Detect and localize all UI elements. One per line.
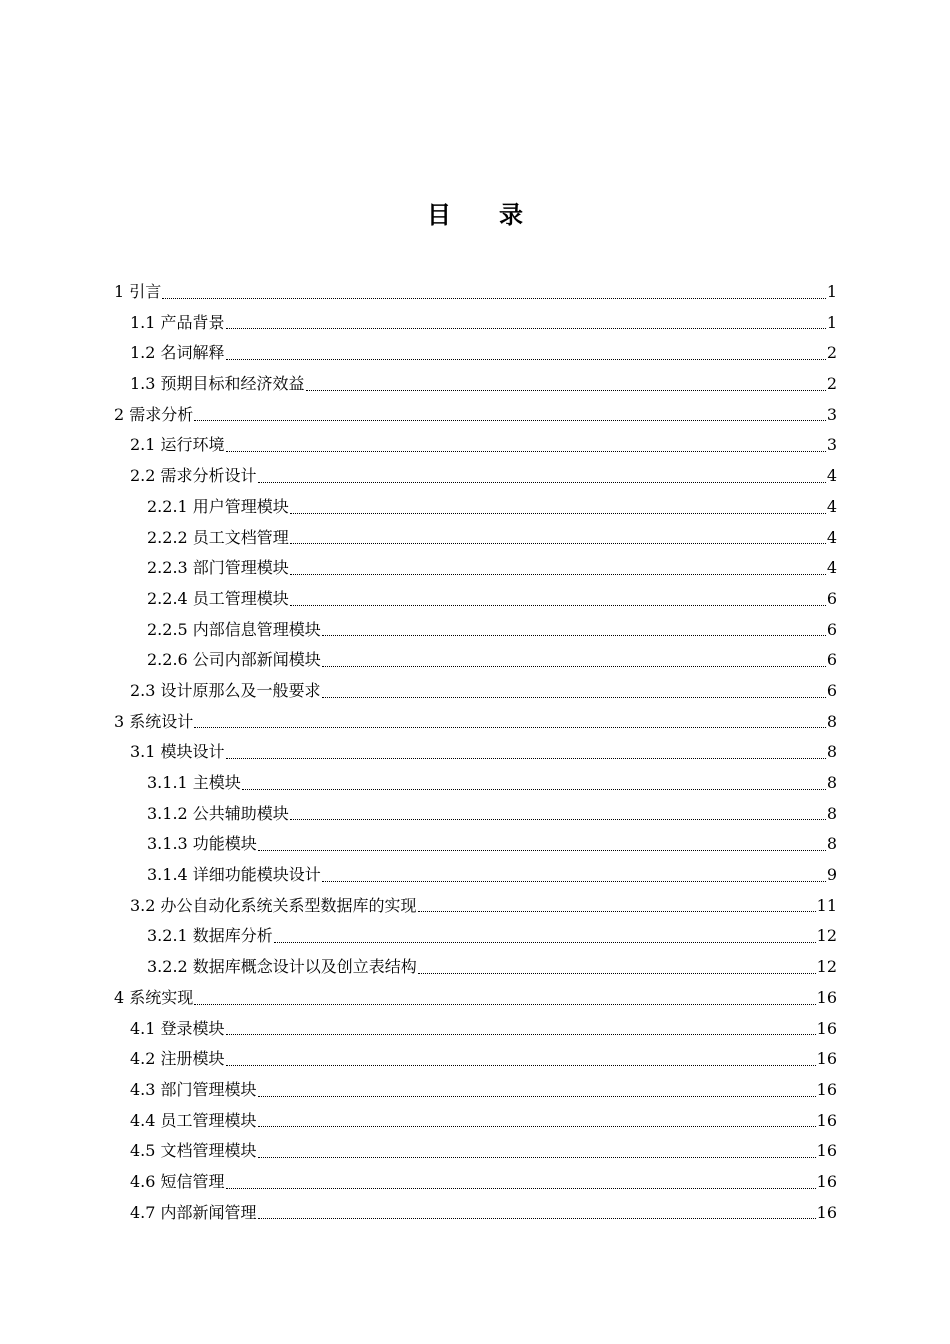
toc-entry[interactable]: [114, 1044, 837, 1075]
dot-leader: [258, 850, 826, 851]
dot-leader: [306, 390, 826, 391]
toc-entry-page: 3: [826, 404, 837, 424]
page-title: 目录: [427, 201, 571, 229]
toc-entry[interactable]: [114, 1167, 837, 1198]
toc-entry[interactable]: [114, 829, 837, 860]
toc-entry[interactable]: [114, 430, 837, 461]
toc-entry-page: 8: [826, 834, 837, 854]
toc-entry-page: 6: [826, 588, 837, 608]
toc-entry-page: 6: [826, 619, 837, 639]
dot-leader: [322, 881, 826, 882]
toc-entry-page: 12: [816, 957, 837, 977]
toc-entry-label: 4.2 注册模块: [130, 1049, 225, 1069]
toc-entry-label: 4 系统实现: [114, 987, 194, 1007]
toc-entry-label: 2.2.2 员工文档管理: [147, 527, 289, 547]
dot-leader: [226, 328, 826, 329]
dot-leader: [290, 605, 826, 606]
toc-entry-page: 16: [816, 1110, 837, 1130]
toc-entry-page: 4: [826, 496, 837, 516]
toc-entry-page: 3: [826, 435, 837, 455]
dot-leader: [226, 451, 826, 452]
toc-entry-page: 4: [826, 527, 837, 547]
toc-entry-page: 11: [816, 895, 837, 915]
toc-entry-label: 2.2.3 部门管理模块: [147, 558, 289, 578]
dot-leader: [322, 697, 826, 698]
toc-entry-label: 3.2 办公自动化系统关系型数据库的实现: [130, 895, 417, 915]
toc-entry-label: 3.2.2 数据库概念设计以及创立表结构: [147, 957, 417, 977]
toc-entry[interactable]: [114, 799, 837, 830]
dot-leader: [258, 482, 826, 483]
toc-entry-page: 16: [816, 1171, 837, 1191]
toc-entry[interactable]: [114, 768, 837, 799]
dot-leader: [322, 666, 826, 667]
toc-entry-page: 16: [816, 987, 837, 1007]
toc-entry-label: 3.2.1 数据库分析: [147, 926, 273, 946]
dot-leader: [258, 1126, 816, 1127]
toc-entry[interactable]: [114, 737, 837, 768]
toc-entry[interactable]: [114, 860, 837, 891]
toc-entry[interactable]: [114, 277, 837, 308]
toc-entry-label: 4.6 短信管理: [130, 1171, 225, 1191]
dot-leader: [258, 1096, 816, 1097]
dot-leader: [194, 727, 826, 728]
toc-entry-label: 2 需求分析: [114, 404, 194, 424]
toc-entry-label: 3 系统设计: [114, 711, 194, 731]
toc-entry-label: 3.1 模块设计: [130, 742, 225, 762]
toc-entry[interactable]: [114, 1014, 837, 1045]
dot-leader: [290, 513, 826, 514]
toc-entry[interactable]: [114, 1106, 837, 1137]
toc-entry-page: 12: [816, 926, 837, 946]
toc-entry-page: 16: [816, 1141, 837, 1161]
toc-entry[interactable]: [114, 952, 837, 983]
toc-entry-label: 2.1 运行环境: [130, 435, 225, 455]
toc-entry-page: 8: [826, 773, 837, 792]
toc-entry-page: 4: [826, 558, 837, 578]
toc-entry[interactable]: [114, 676, 837, 707]
toc-entry[interactable]: [114, 523, 837, 554]
dot-leader: [226, 758, 826, 759]
toc-entry-label: 4.1 登录模块: [130, 1018, 225, 1038]
dot-leader: [418, 911, 816, 912]
dot-leader: [322, 635, 826, 636]
toc-entry[interactable]: [114, 461, 837, 492]
toc-entry-label: 2.2.1 用户管理模块: [147, 496, 289, 516]
toc-entry-label: 1.3 预期目标和经济效益: [130, 374, 305, 394]
toc-entry-page: 16: [816, 1049, 837, 1069]
toc-entry[interactable]: [114, 921, 837, 952]
dot-leader: [258, 1157, 816, 1158]
toc-entry-label: 1.2 名词解释: [130, 343, 225, 363]
toc-entry-label: 1.1 产品背景: [130, 312, 225, 332]
toc-entry-label: 4.5 文档管理模块: [130, 1141, 257, 1161]
dot-leader: [162, 298, 826, 299]
toc-entry-label: 4.4 员工管理模块: [130, 1110, 257, 1130]
toc-entry-page: 8: [826, 803, 837, 823]
toc-entry-label: 4.7 内部新闻管理: [130, 1202, 257, 1222]
toc-entry-label: 3.1.1 主模块: [147, 773, 241, 792]
toc-entry[interactable]: [114, 584, 837, 615]
dot-leader: [226, 1034, 816, 1035]
dot-leader: [290, 819, 826, 820]
toc-entry-label: 2.2.5 内部信息管理模块: [147, 619, 321, 639]
toc-entry-page: 8: [826, 711, 837, 731]
toc-entry-page: 2: [826, 343, 837, 363]
toc-entry-page: 16: [816, 1018, 837, 1038]
dot-leader: [290, 543, 826, 544]
toc-entry[interactable]: [114, 1136, 837, 1167]
toc-entry[interactable]: [114, 891, 837, 922]
toc-entry[interactable]: [114, 492, 837, 523]
toc-entry-page: 6: [826, 650, 837, 670]
dot-leader: [290, 574, 826, 575]
toc-entry-label: 2.2 需求分析设计: [130, 466, 257, 486]
toc-entry-page: 1: [826, 282, 837, 301]
toc-entry-page: 6: [826, 680, 837, 700]
toc-entry[interactable]: [114, 707, 837, 738]
toc-entry-page: 8: [826, 742, 837, 762]
toc-entry-label: 3.1.4 详细功能模块设计: [147, 865, 321, 885]
toc-entry-label: 4.3 部门管理模块: [130, 1079, 257, 1099]
toc-entry[interactable]: [114, 1075, 837, 1106]
dot-leader: [226, 1065, 816, 1066]
dot-leader: [274, 942, 816, 943]
dot-leader: [226, 1188, 816, 1189]
toc-entry-label: 2.3 设计原那么及一般要求: [130, 680, 321, 700]
dot-leader: [242, 789, 826, 790]
dot-leader: [258, 1218, 816, 1219]
dot-leader: [194, 1004, 815, 1005]
toc-entry-label: 1 引言: [114, 282, 162, 301]
toc-entry-label: 2.2.4 员工管理模块: [147, 588, 289, 608]
toc-entry[interactable]: [114, 983, 837, 1014]
toc-entry[interactable]: [114, 369, 837, 400]
toc-entry-page: 4: [826, 466, 837, 486]
toc-entry-label: 3.1.3 功能模块: [147, 834, 257, 854]
toc-entry[interactable]: [114, 400, 837, 431]
toc-entry[interactable]: [114, 615, 837, 646]
toc-entry[interactable]: [114, 308, 837, 339]
dot-leader: [226, 359, 826, 360]
dot-leader: [418, 973, 816, 974]
table-of-contents: [114, 277, 837, 1228]
toc-entry-page: 9: [826, 865, 837, 885]
toc-entry-page: 2: [826, 374, 837, 394]
toc-entry-page: 1: [826, 312, 837, 332]
toc-entry-page: 16: [816, 1202, 837, 1222]
toc-entry[interactable]: [114, 553, 837, 584]
toc-entry-page: 16: [816, 1079, 837, 1099]
toc-entry[interactable]: [114, 338, 837, 369]
toc-entry[interactable]: [114, 1198, 837, 1229]
toc-entry[interactable]: [114, 645, 837, 676]
dot-leader: [194, 420, 826, 421]
toc-entry-label: 2.2.6 公司内部新闻模块: [147, 650, 321, 670]
toc-entry-label: 3.1.2 公共辅助模块: [147, 803, 289, 823]
